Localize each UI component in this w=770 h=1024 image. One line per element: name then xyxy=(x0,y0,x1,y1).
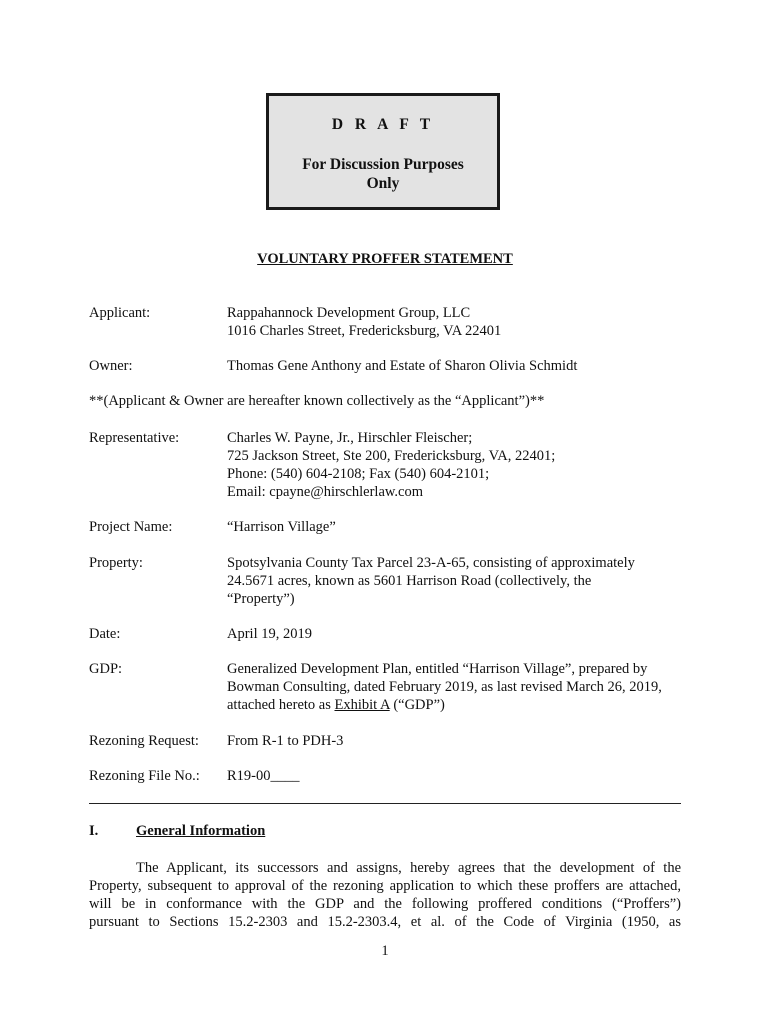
document-title: VOLUNTARY PROFFER STATEMENT xyxy=(257,251,513,267)
owner-line-1: Thomas Gene Anthony and Estate of Sharon Olivia Schmidt xyxy=(227,358,578,374)
rezoning-request-value xyxy=(227,732,687,750)
representative-label: Representative: xyxy=(89,430,180,446)
owner-value xyxy=(227,357,687,375)
applicant-line-1: Rappahannock Development Group, LLC xyxy=(227,305,471,321)
section-number: I. xyxy=(89,823,99,839)
paragraph-line-3: will be in conformance with the GDP and the following proffered conditions (“Proffers”) xyxy=(89,896,681,912)
representative-value xyxy=(227,429,687,501)
rezoning-file-line-1: R19-00____ xyxy=(227,768,300,784)
property-value xyxy=(227,554,687,608)
paragraph-line-2: Property, subsequent to approval of the rezoning application to which these proffers are attached, xyxy=(89,878,681,894)
gdp-line-3-prefix: attached hereto as xyxy=(227,697,335,713)
draft-note xyxy=(269,155,497,193)
property-line-3: “Property”) xyxy=(227,591,295,607)
draft-note-line-1: For Discussion Purposes xyxy=(302,156,464,173)
page-number: 1 xyxy=(381,943,389,959)
paragraph-line-4: pursuant to Sections 15.2-2303 and 15.2-2303.4, et al. of the Code of Virginia (1950, as xyxy=(89,914,681,930)
representative-line-1: Charles W. Payne, Jr., Hirschler Fleischer; xyxy=(227,430,473,446)
property-line-1: Spotsylvania County Tax Parcel 23-A-65, consisting of approximately xyxy=(227,555,635,571)
collective-note: **(Applicant & Owner are hereafter known collectively as the “Applicant”)** xyxy=(89,393,545,409)
draft-watermark-box xyxy=(266,93,500,210)
gdp-label: GDP: xyxy=(89,661,123,677)
gdp-line-3 xyxy=(227,696,687,714)
property-line-2: 24.5671 acres, known as 5601 Harrison Road (collectively, the xyxy=(227,573,592,589)
gdp-line-2: Bowman Consulting, dated February 2019, as last revised March 26, 2019, xyxy=(227,679,662,695)
exhibit-a-reference: Exhibit A xyxy=(334,697,390,713)
rezoning-file-label: Rezoning File No.: xyxy=(89,768,200,784)
applicant-label: Applicant: xyxy=(89,305,151,321)
gdp-line-3-suffix: (“GDP”) xyxy=(389,697,445,713)
rezoning-request-label: Rezoning Request: xyxy=(89,733,199,749)
paragraph-line-1: The Applicant, its successors and assigns, hereby agrees that the development of the xyxy=(136,860,681,876)
project-name-label: Project Name: xyxy=(89,519,173,535)
representative-line-4: Email: cpayne@hirschlerlaw.com xyxy=(227,484,424,500)
horizontal-divider xyxy=(89,803,681,804)
property-label: Property: xyxy=(89,555,143,571)
applicant-line-2: 1016 Charles Street, Fredericksburg, VA 22401 xyxy=(227,323,502,339)
representative-line-3: Phone: (540) 604-2108; Fax (540) 604-2101; xyxy=(227,466,490,482)
rezoning-request-line-1: From R-1 to PDH-3 xyxy=(227,733,344,749)
owner-label: Owner: xyxy=(89,358,133,374)
date-line-1: April 19, 2019 xyxy=(227,626,312,642)
project-name-line-1: “Harrison Village” xyxy=(227,519,336,535)
section-title: General Information xyxy=(136,823,266,839)
section-paragraph xyxy=(89,859,681,931)
date-value xyxy=(227,625,687,643)
representative-line-2: 725 Jackson Street, Ste 200, Fredericksburg, VA, 22401; xyxy=(227,448,556,464)
date-label: Date: xyxy=(89,626,121,642)
draft-label: D R A F T xyxy=(331,116,435,133)
rezoning-file-value xyxy=(227,767,687,785)
project-name-value xyxy=(227,518,687,536)
draft-note-line-2: Only xyxy=(366,175,400,192)
applicant-value xyxy=(227,304,687,340)
gdp-value xyxy=(227,660,687,714)
gdp-line-1: Generalized Development Plan, entitled “Harrison Village”, prepared by xyxy=(227,661,648,677)
